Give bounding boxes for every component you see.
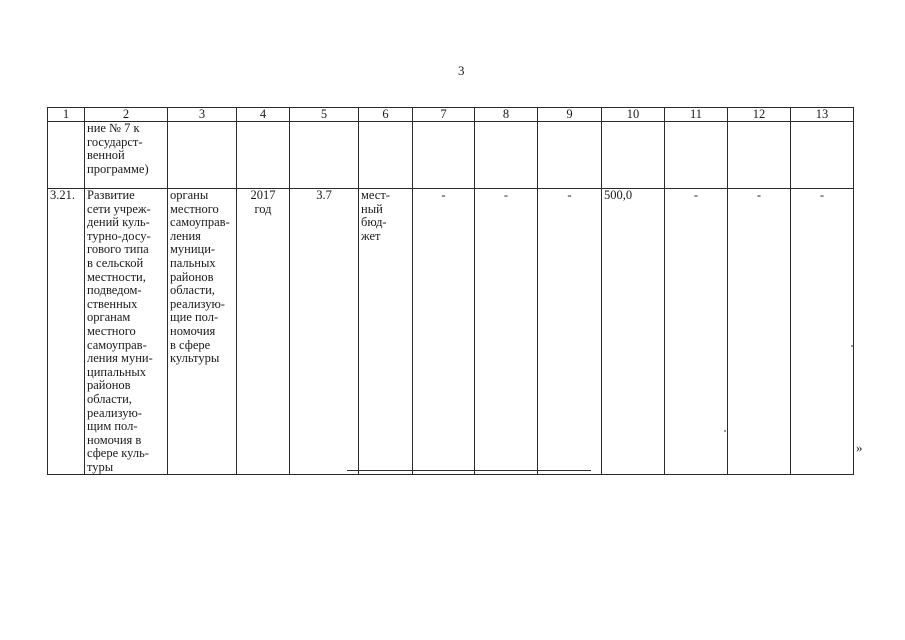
col13-value: -: [791, 189, 854, 475]
header-cell: 4: [237, 108, 290, 122]
col11-value: -: [665, 189, 728, 475]
executor: органы местного самоуправ- ления муници- пальных районов области, реализую- щие пол- номочия в сфере культуры: [170, 188, 230, 366]
col5-value: 3.7: [290, 189, 359, 475]
continuation-row: [48, 122, 854, 189]
table-cell: [237, 122, 290, 189]
row-number: 3.21.: [48, 189, 85, 475]
scan-speck: [724, 430, 726, 432]
table-cell: [168, 122, 237, 189]
header-cell: 11: [665, 108, 728, 122]
activity-name-cell: [85, 189, 168, 475]
header-cell: 2: [85, 108, 168, 122]
col7-value: -: [413, 189, 475, 475]
scan-speck: [851, 345, 853, 347]
col10-value: 500,0: [602, 189, 665, 475]
header-cell: 3: [168, 108, 237, 122]
table-cell: [602, 122, 665, 189]
header-cell: 13: [791, 108, 854, 122]
table-cell: [359, 122, 413, 189]
activity-name: Развитие сети учреж- дений куль- турно-досу- гового типа в сельской местности, подведом- ственных органам местного самоуправ- ления муни- ципальных районов области, реализую- щим пол- номочия в сфере куль- туры: [87, 188, 153, 474]
table-cell: [791, 122, 854, 189]
program-table: [47, 107, 854, 475]
table-cell: [48, 122, 85, 189]
term-cell: [237, 189, 290, 475]
executor-cell: [168, 189, 237, 475]
table-cell: [413, 122, 475, 189]
col9-value: -: [538, 189, 602, 475]
table-cell: [728, 122, 791, 189]
end-rule: [347, 470, 591, 471]
table-cell: [538, 122, 602, 189]
table-cell: [290, 122, 359, 189]
page-number: 3: [458, 63, 465, 78]
table-cell: [85, 122, 168, 189]
closing-quote-mark: »: [856, 440, 863, 455]
header-cell: 10: [602, 108, 665, 122]
header-cell: 12: [728, 108, 791, 122]
header-cell: 9: [538, 108, 602, 122]
table-cell: [665, 122, 728, 189]
header-cell: 7: [413, 108, 475, 122]
header-cell: 6: [359, 108, 413, 122]
source-cell: [359, 189, 413, 475]
col8-value: -: [475, 189, 538, 475]
table-row-3-21: [48, 189, 854, 475]
continuation-text: ние № 7 к государст- венной программе): [87, 121, 149, 176]
header-cell: 1: [48, 108, 85, 122]
term: 2017 год: [250, 188, 276, 216]
funding-source: мест- ный бюд- жет: [361, 188, 390, 243]
header-row: [48, 108, 854, 122]
header-cell: 5: [290, 108, 359, 122]
col12-value: -: [728, 189, 791, 475]
table-cell: [475, 122, 538, 189]
header-cell: 8: [475, 108, 538, 122]
